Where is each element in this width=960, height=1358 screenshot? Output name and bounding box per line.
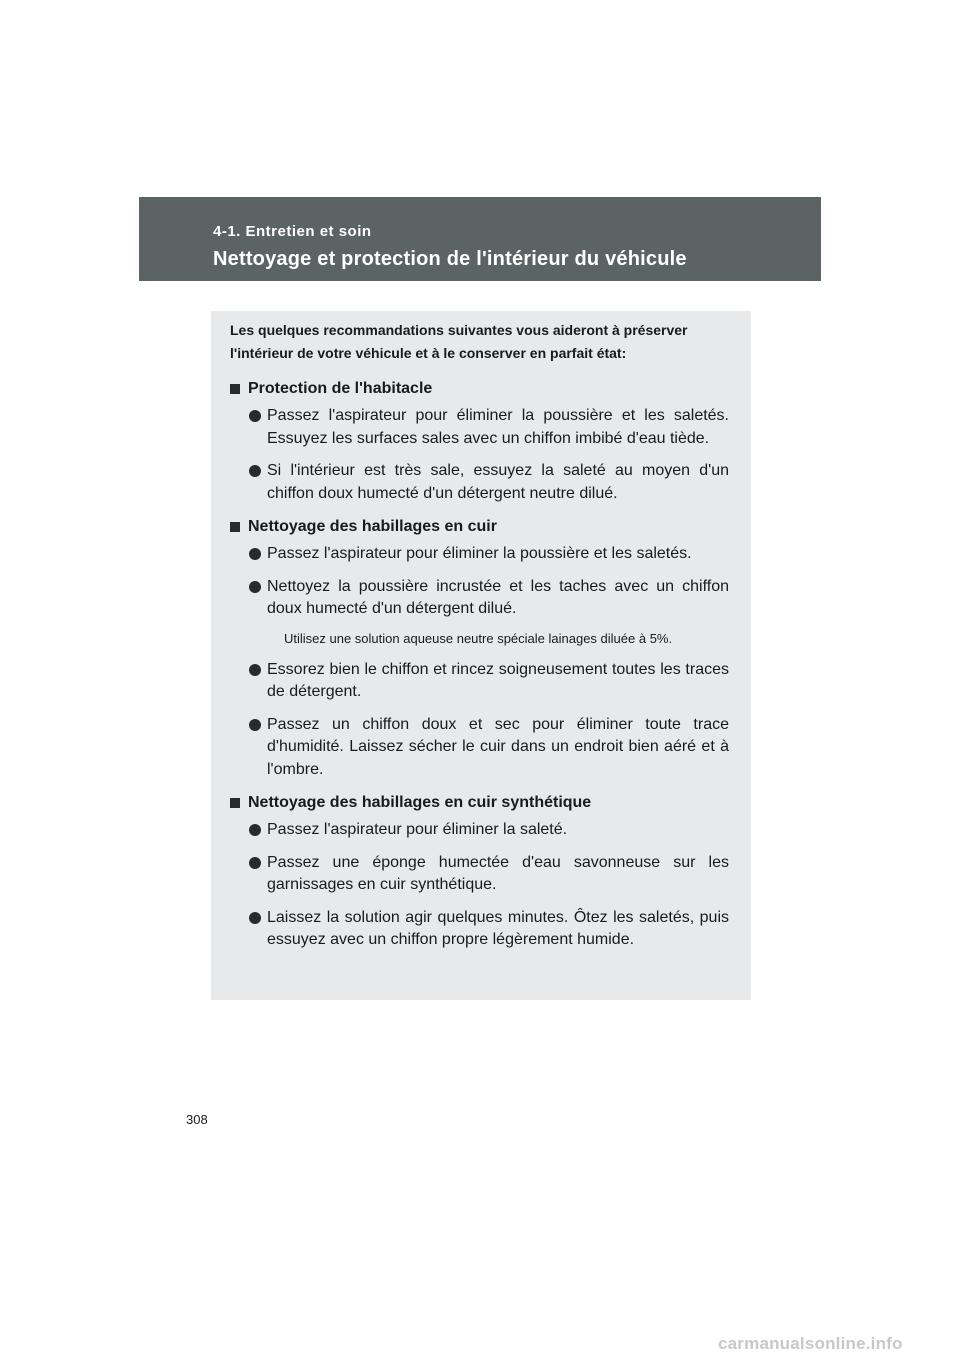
square-bullet-icon <box>230 522 240 532</box>
list-item-text: Passez l'aspirateur pour éliminer la poussière et les saletés. <box>267 545 692 562</box>
list-item-text: Passez l'aspirateur pour éliminer la saleté. <box>267 821 568 838</box>
list-item <box>230 460 729 505</box>
list-item-text: Passez une éponge humectée d'eau savonneuse sur les garnissages en cuir synthétique. <box>267 853 729 893</box>
square-bullet-icon <box>230 798 240 808</box>
page-title: Nettoyage et protection de l'intérieur du véhicule <box>213 248 687 270</box>
page-number: 308 <box>186 1112 208 1127</box>
round-bullet-icon <box>249 465 261 477</box>
note-text: Utilisez une solution aqueuse neutre spéciale lainages diluée à 5%. <box>284 630 673 646</box>
section-title <box>230 791 729 815</box>
list-item <box>230 659 729 704</box>
list-item-text: Passez un chiffon doux et sec pour éliminer toute trace d'humidité. Laissez sécher le cuir dans un endroit bien aéré et à l'ombre. <box>267 715 729 778</box>
round-bullet-icon <box>249 548 261 560</box>
section-cuir <box>230 515 729 781</box>
list-item-text: Essorez bien le chiffon et rincez soigneusement toutes les traces de détergent. <box>267 660 729 700</box>
round-bullet-icon <box>249 912 261 924</box>
round-bullet-icon <box>249 857 261 869</box>
list-item <box>230 907 729 952</box>
list-item-text: Nettoyez la poussière incrustée et les taches avec un chiffon doux humecté d'un détergent dilué. <box>267 577 729 617</box>
list-item <box>230 576 729 621</box>
section-title-text: Protection de l'habitacle <box>248 380 433 397</box>
round-bullet-icon <box>249 664 261 676</box>
watermark: carmanualsonline.info <box>718 1334 903 1353</box>
list-item-text: Laissez la solution agir quelques minutes. Ôtez les saletés, puis essuyez avec un chiffon propre légèrement humide. <box>267 908 729 948</box>
round-bullet-icon <box>249 824 261 836</box>
section-title <box>230 515 729 539</box>
list-item <box>230 405 729 450</box>
square-bullet-icon <box>230 384 240 394</box>
round-bullet-icon <box>249 719 261 731</box>
section-habitacle <box>230 377 729 505</box>
list-item-text: Passez l'aspirateur pour éliminer la poussière et les saletés. Essuyez les surfaces sales avec un chiffon imbibé d'eau tiède. <box>267 407 729 447</box>
list-item <box>230 819 729 842</box>
section-label: 4-1. Entretien et soin <box>213 223 372 240</box>
list-item-text: Si l'intérieur est très sale, essuyez la saleté au moyen d'un chiffon doux humecté d'un détergent neutre dilué. <box>267 462 729 502</box>
section-title <box>230 377 729 401</box>
list-item <box>230 543 729 566</box>
intro-text: Les quelques recommandations suivantes vous aideront à préserver l'intérieur de votre véhicule et à le conserver en parfait état: <box>230 322 688 361</box>
content-panel <box>211 311 751 1000</box>
section-title-text: Nettoyage des habillages en cuir <box>248 518 497 535</box>
chapter-header <box>139 197 821 281</box>
round-bullet-icon <box>249 410 261 422</box>
section-title-text: Nettoyage des habillages en cuir synthétique <box>248 794 592 811</box>
round-bullet-icon <box>249 581 261 593</box>
list-item <box>230 714 729 782</box>
section-cuir-synthetique <box>230 791 729 952</box>
list-item <box>230 852 729 897</box>
